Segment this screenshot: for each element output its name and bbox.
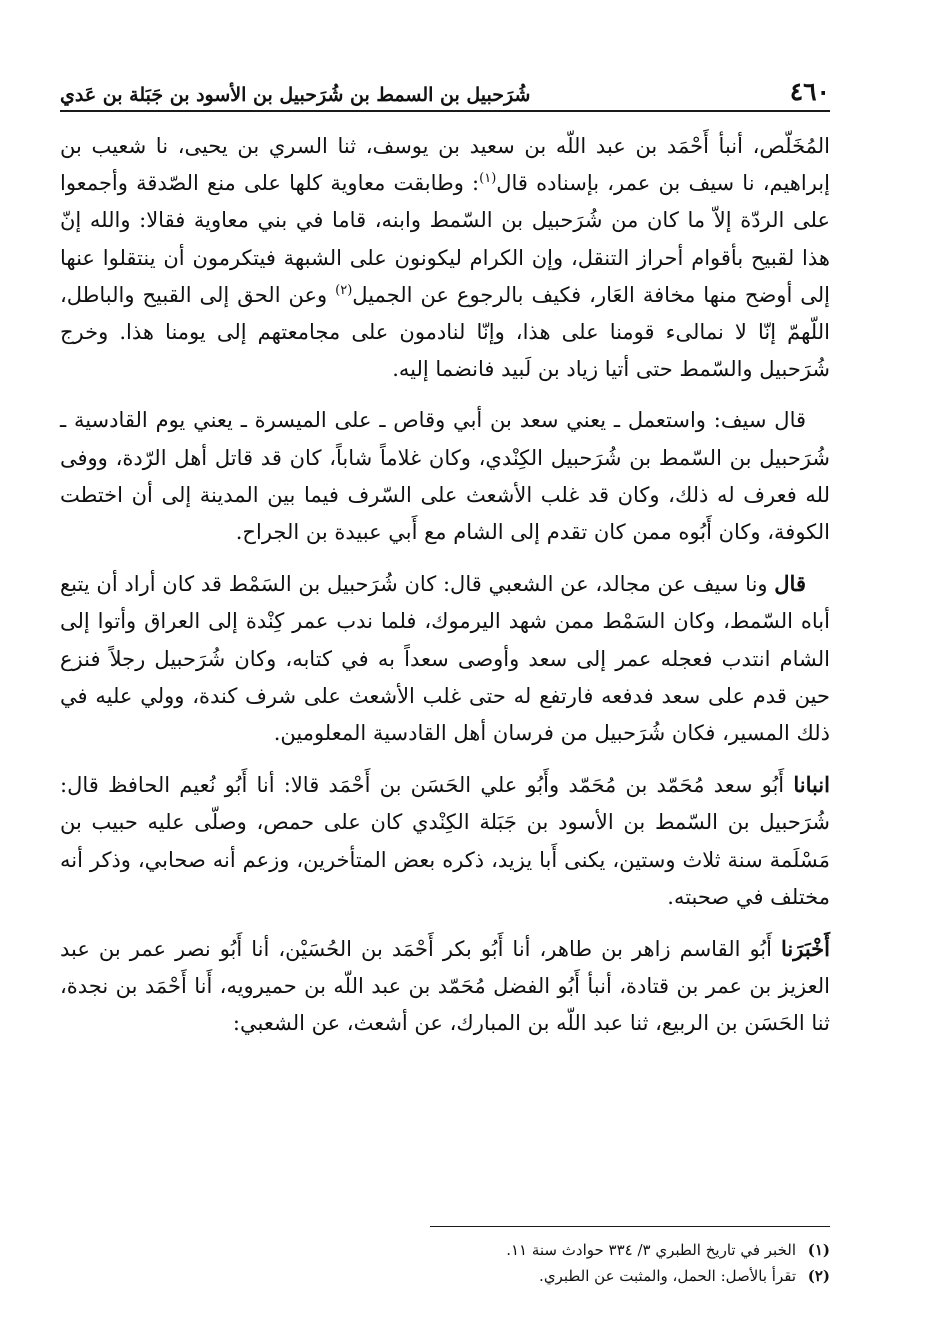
- paragraph-3-lead: قال: [774, 571, 806, 597]
- footnotes: [60, 1226, 830, 1289]
- paragraph-5-lead: أَخْبَرَنا: [781, 936, 830, 962]
- footnote-2: [60, 1263, 830, 1289]
- paragraph-1-text-before: المُخَلّص، أنبأ أَحْمَد بن عبد اللّه بن سعيد بن يوسف، ثنا السري بن يحيى، نا شعيب بن إبراهيم، نا سيف بن عمر، بإسناده قال: [60, 134, 830, 196]
- footnote-2-text: تقرأ بالأصل: الحمل، والمثبت عن الطبري.: [539, 1267, 796, 1285]
- paragraph-5-text: أَبُو القاسم زاهر بن طاهر، أنا أَبُو بكر أَحْمَد بن الحُسَيْن، أنا أَبُو نصر عمر بن عبد العزيز بن عمر بن قتادة، أنبأ أَبُو الفضل مُحَمّد بن عبد اللّه بن حميرويه، أَنا أَحْمَد بن نجدة، ثنا الحَسَن بن الربيع، ثنا عبد اللّه بن المبارك، عن أشعث، عن الشعبي:: [60, 937, 830, 1036]
- footnote-1-text: الخبر في تاريخ الطبري ٣/ ٣٣٤ حوادث سنة ١١.: [506, 1241, 796, 1259]
- paragraph-4-lead: انبانا: [793, 772, 830, 798]
- paragraph-1-text-after: وعن الحق إلى القبيح والباطل، اللّهمّ إنّا لا نمالىء قومنا على هذا، وإنّا لنادمون على مجامعتهم إلى يومنا هذا. وخرج شُرَحبيل والسّمط حتى أتيا زياد بن لَبيد فانضما إليه.: [60, 282, 830, 382]
- paragraph-2-text: قال سيف: واستعمل ـ يعني سعد بن أبي وقاص ـ على الميسرة ـ يعني يوم القادسية ـ شُرَحبيل بن السّمط بن شُرَحبيل الكِنْدي، وكان غلاماً شاباً، كان قد قاتل أهل الرّدة، ووفى لله فعرف له ذلك، وكان قد غلب الأشعث على السّرف فيما بين المدينة إلى أن اختطت الكوفة، وكان أَبُوه ممن كان تقدم إلى الشام مع أَبي عبيدة بن الجراح.: [60, 408, 830, 545]
- footnote-1: [60, 1237, 830, 1263]
- body-text: [60, 128, 830, 1043]
- paragraph-4-text: أَبُو سعد مُحَمّد بن مُحَمّد وأَبُو علي الحَسَن بن أَحْمَد قالا: أنا أَبُو نُعيم الحافظ قال: شُرَحبيل بن السّمط بن الأسود بن جَبَلة الكِنْدي كان على حمص، وصلّى عليه حبيب بن مَسْلَمة سنة ثلاث وستين، يكنى أَبا يزيد، ذكره بعض المتأخرين، وزعم أنه صحابي، وذكر أنه مختلف في صحبته.: [60, 773, 830, 909]
- footnote-ref-1: (١): [479, 171, 497, 187]
- paragraph-4: [60, 766, 830, 916]
- paragraph-3-text: ونا سيف عن مجالد، عن الشعبي قال: كان شُرَحبيل بن السَمْط قد كان أراد أن يتبع أباه السّمط، وكان السَمْط ممن شهد اليرموك، فلما ندب عمر كِنْدة إلى العراق وأتوا إلى الشام انتدب فعجله عمر إلى سعد وأوصى سعداً به في كتابه، وكان شُرَحبيل رجلاً فنزع حين قدم على سعد فدفعه فارتفع له حتى غلب الأشعث على شرف كندة، وولي عليه في ذلك المسير، فكان شُرَحبيل من فرسان أهل القادسية المعلومين.: [60, 572, 830, 746]
- paragraph-3: [60, 565, 830, 752]
- header-title: شُرَحبيل بن السمط بن شُرَحبيل بن الأسود بن جَبَلة بن عَدي: [60, 84, 531, 106]
- page-number: ٤٦٠: [789, 77, 830, 106]
- paragraph-1: [60, 128, 830, 388]
- footnote-2-number: (٢): [807, 1267, 830, 1285]
- footnote-ref-2: (٢): [335, 282, 353, 298]
- paragraph-5: [60, 930, 830, 1043]
- running-header: [60, 58, 830, 112]
- footnote-1-number: (١): [807, 1241, 830, 1259]
- paragraph-2: [60, 402, 830, 551]
- book-page: [60, 58, 830, 1308]
- paragraph-1-text-middle: : وطابقت معاوية كلها على منع الصّدقة وأجمعوا على الردّة إلاّ ما كان من شُرَحبيل بن السّمط وابنه، قاما في بني معاوية فقالا: والله إنّ هذا لقبيح بأقوام أحراز التنقل، وإن الكرام ليكونون على الشبهة فيتكرمون أن ينتقلوا عنها إلى أوضح منها مخافة العَار، فكيف بالرجوع عن الجميل: [60, 171, 830, 307]
- footnote-divider: [430, 1226, 830, 1227]
